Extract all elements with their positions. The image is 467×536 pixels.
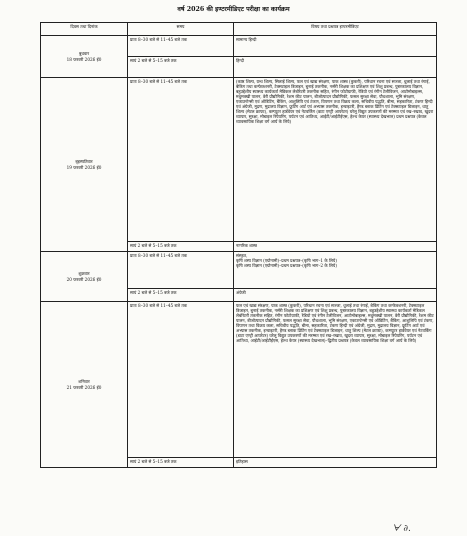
time-cell: सायं 2 बजे से 5–15 बजे तक: [128, 289, 234, 302]
table-row: [41, 302, 437, 458]
time-cell: प्रातः 8–30 बजे से 11–45 बजे तक: [128, 252, 234, 289]
time-cell: सायं 2 बजे से 5–15 बजे तक: [128, 458, 234, 468]
table-row: [41, 252, 437, 289]
subject-cell: सामान्य हिन्दी: [234, 36, 437, 57]
signature-mark: ᗄ ∂.: [392, 524, 411, 534]
day-name: बुधवार: [78, 51, 90, 57]
day-cell: [41, 78, 128, 252]
time-cell: प्रातः 8–30 बजे से 11–45 बजे तक: [128, 302, 234, 458]
table-row: [41, 36, 437, 57]
page-title: वर्ष 2026 की इण्टरमीडिएट परीक्षा का कार्यक्रम: [177, 6, 290, 13]
time-cell: सायं 2 बजे से 5–15 बजे तक: [128, 242, 234, 252]
day-date: 18 फरवरी 2026 ई0: [66, 56, 102, 62]
header-time: समय: [128, 23, 234, 36]
day-name: शुक्रवार: [78, 271, 90, 277]
day-date: 19 फरवरी 2026 ई0: [66, 164, 102, 170]
subject-cell: इतिहास: [234, 458, 437, 468]
subject-cell: हिन्दी: [234, 57, 437, 78]
day-cell: [41, 36, 128, 78]
header-subject: विषय तथा प्रश्नपत्र इण्टरमीडिएट: [234, 23, 437, 36]
subject-cell: [234, 252, 437, 289]
subject-line: संस्कृत,: [236, 253, 248, 258]
table-header-row: [41, 23, 437, 36]
day-cell: [41, 302, 128, 468]
subject-cell: अंग्रेजी: [234, 289, 437, 302]
day-date: 21 फरवरी 2026 ई0: [66, 384, 102, 390]
day-cell: [41, 252, 128, 302]
exam-schedule-table: [40, 22, 437, 468]
subject-cell: (काष्ठ शिल्प, ग्रन्थ शिल्प, सिलाई शिल्प, फल एवं खाद्य संरक्षण, पाक शास्त्र (कुकरी), परिधान रचना एवं सज्जा, धुलाई तथा रंगाई, बेकिंग तथा कन्फेक्शनरी, टेक्सटाइल डिजाइन, बुनाई तकनीक, नर्सरी शिक्षक का प्रशिक्षण एवं शिशु प्रबन्ध, पुस्तकालय विज्ञान, बहुउद्देशीय स्वास्थ्य कार्यकर्ता मेडिकल लेबोरेटरी तकनीक सहित, रंगीन फोटोग्राफी, रेडियो एवं रंगीन टेलीविजन, आटोमोबाइल्स, मधुमक्खी पालन, डेरी प्रौद्योगिकी, रेशम कीट पालन, बीजोत्पादन प्रौद्योगिकी, फसल सुरक्षा सेवा, पौधशाला, भूमि संरक्षण, एकाउन्टेन्सी एवं ऑडिटिंग, बैंकिंग, आशुलिपि एवं टंकण, विपणन तथा विक्रय कला, सचिवीय पद्धति, बीमा, सहकारिता, टंकण हिन्दी एवं अंग्रेजी, मुद्रण, मुद्रालय विज्ञान, फ्रूटिंग आर्ट एवं अभ्यास तकनीक, इन्वाइटरी, हैण्ड ब्लाक प्रिंटिंग एवं टेक्सटाइल डिजाइन, धातु शिल्प (मेटल क्राफ्ट), कम्प्यूटर हार्डवेयर एवं नेटवर्किंग (डाटा एण्ट्री आपरेटर) घरेलू विद्युत उपकरणों की मरम्मत एवं रख–रखाव, खुदरा व्यापार, सुरक्षा, मोबाइल रिपेयरिंग, पर्यटन एवं आतिथ्य, आईटी/आईटीईएस, हेल्थ केयर (स्वास्थ्य देखभाल) प्रथम प्रश्नपत्र (केवल व्यावसायिक शिक्षा वर्ग आर्य के लिये): [234, 78, 437, 242]
day-date: 20 फरवरी 2026 ई0: [66, 276, 102, 282]
time-cell: प्रातः 8–30 बजे से 11–45 बजे तक: [128, 36, 234, 57]
table-row: [41, 78, 437, 242]
subject-line: कृषि शस्य विज्ञान (एग्रोनामी)–प्रथम प्रश्नपत्र–(कृषि भाग–1 के लिये): [236, 258, 337, 264]
subject-cell: नागरिक शास्त्र: [234, 242, 437, 252]
subject-line: कृषि शस्य विज्ञान (एग्रोनामी)–प्रथम प्रश्नपत्र–(कृषि भाग–2 के लिये): [236, 263, 337, 269]
subject-cell: फल एवं खाद्य संरक्षण, पाक शास्त्र (कुकरी), परिधान रचना एवं सज्जा, धुलाई तथा रंगाई, बेकिंग तथा कन्फेक्शनरी, टेक्सटाइल डिजाइन, बुनाई तकनीक, नर्सरी शिक्षक का प्रशिक्षण एवं शिशु प्रबन्ध, पुस्तकालय विज्ञान, बहुउद्देशीय स्वास्थ्य कार्यकर्ता मेडिकल लेबोरेटरी तकनीक सहित, रंगीन फोटोग्राफी, रेडियो एवं रंगीन टेलीविजन, आटोमोबाइल्स, मधुमक्खी पालन, डेरी प्रौद्योगिकी, रेशम कीट पालन, बीजोत्पादन प्रौद्योगिकी, फसल सुरक्षा सेवा, पौधशाला, भूमि संरक्षण, एकाउन्टेन्सी एवं ऑडिटिंग, बैंकिंग, आशुलिपि एवं टंकण, विपणन तथा विक्रय कला, सचिवीय पद्धति, बीमा, सहकारिता, टंकण हिन्दी एवं अंग्रेजी, मुद्रण, मुद्रालय विज्ञान, फ्रूटिंग आर्ट एवं अभ्यास तकनीक, इन्वाइटरी, हैण्ड ब्लाक प्रिंटिंग एवं टेक्सटाइल डिजाइन, धातु शिल्प (मेटल क्राफ्ट), कम्प्यूटर हार्डवेयर एवं नेटवर्किंग (डाटा एण्ट्री आपरेटर) घरेलू विद्युत उपकरणों की मरम्मत एवं रख–रखाव, खुदरा व्यापार, सुरक्षा, मोबाइल रिपेयरिंग, पर्यटन एवं आतिथ्य, आईटी/आईटीईएस, हेल्थ केयर (स्वास्थ्य देखभाल)–द्वितीय प्रश्नपत्र (केवल व्यावसायिक शिक्षा वर्ग आर्य के लिये): [234, 302, 437, 458]
time-cell: सायं 2 बजे से 5–15 बजे तक: [128, 57, 234, 78]
day-name: बृहस्पतिवार: [75, 159, 93, 165]
day-name: शनिवार: [78, 379, 90, 385]
header-day-date: दिवस तथा दिनांक: [41, 23, 128, 36]
time-cell: प्रातः 8–30 बजे से 11–45 बजे तक: [128, 78, 234, 242]
